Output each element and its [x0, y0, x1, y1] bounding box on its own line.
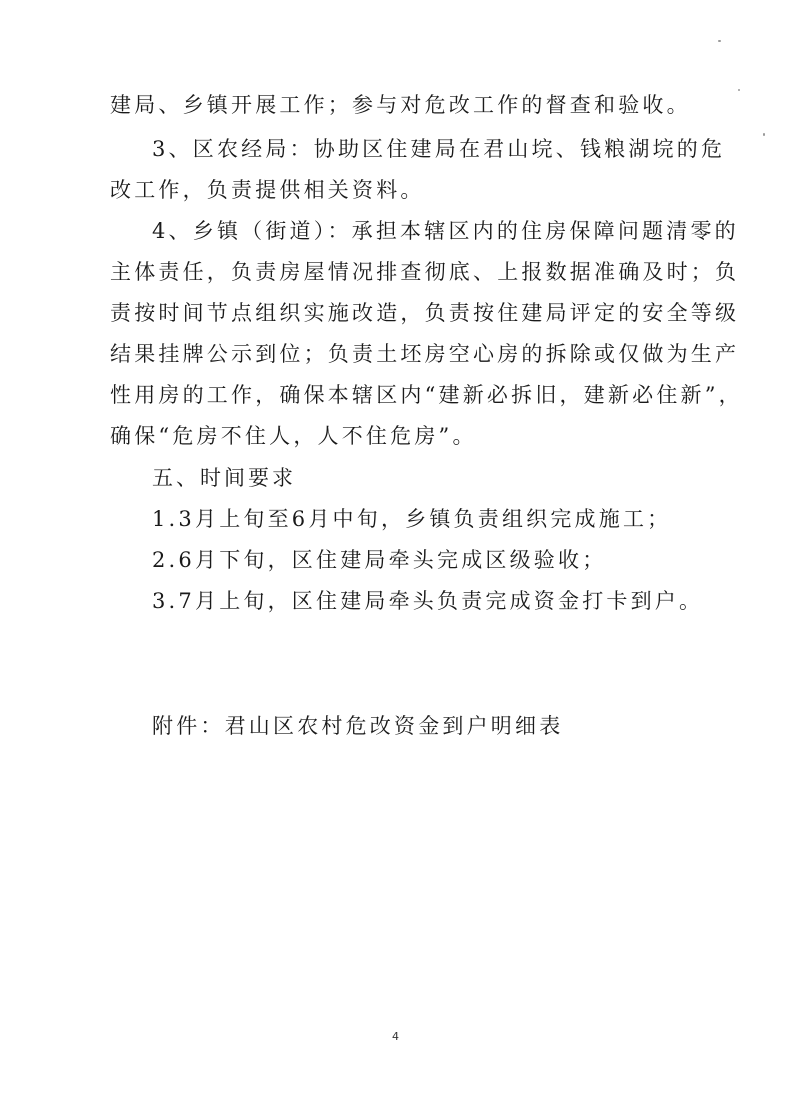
paragraph-line-8: 性用房的工作，确保本辖区内“建新必拆旧，建新必住新”， — [110, 383, 743, 407]
timeline-item-2: 2.6月下旬，区住建局牵头完成区级验收； — [152, 548, 607, 572]
scan-speck — [763, 133, 765, 136]
paragraph-line-7: 结果挂牌公示到位；负责土坯房空心房的拆除或仅做为生产 — [110, 342, 740, 366]
timeline-item-3: 3.7月上旬，区住建局牵头负责完成资金打卡到户。 — [152, 589, 704, 613]
section-heading: 五、时间要求 — [152, 466, 296, 490]
paragraph-line-1: 建局、乡镇开展工作；参与对危改工作的督查和验收。 — [110, 93, 691, 117]
page-number: 4 — [392, 1030, 399, 1043]
paragraph-line-6: 责按时间节点组织实施改造，负责按住建局评定的安全等级 — [110, 301, 740, 325]
paragraph-line-4: 4、乡镇（街道）：承担本辖区内的住房保障问题清零的 — [152, 219, 739, 243]
paragraph-line-5: 主体责任，负责房屋情况排查彻底、上报数据准确及时；负 — [110, 260, 740, 284]
paragraph-line-2: 3、区农经局：协助区住建局在君山垸、钱粮湖垸的危 — [152, 137, 726, 161]
scan-speck — [738, 89, 740, 91]
paragraph-line-9: 确保“危房不住人，人不住危房”。 — [110, 424, 477, 448]
scan-speck — [718, 40, 721, 42]
timeline-item-1: 1.3月上旬至6月中旬，乡镇负责组织完成施工； — [152, 507, 672, 531]
paragraph-line-3: 改工作，负责提供相关资料。 — [110, 178, 425, 202]
attachment-note: 附件：君山区农村危改资金到户明细表 — [152, 714, 564, 738]
